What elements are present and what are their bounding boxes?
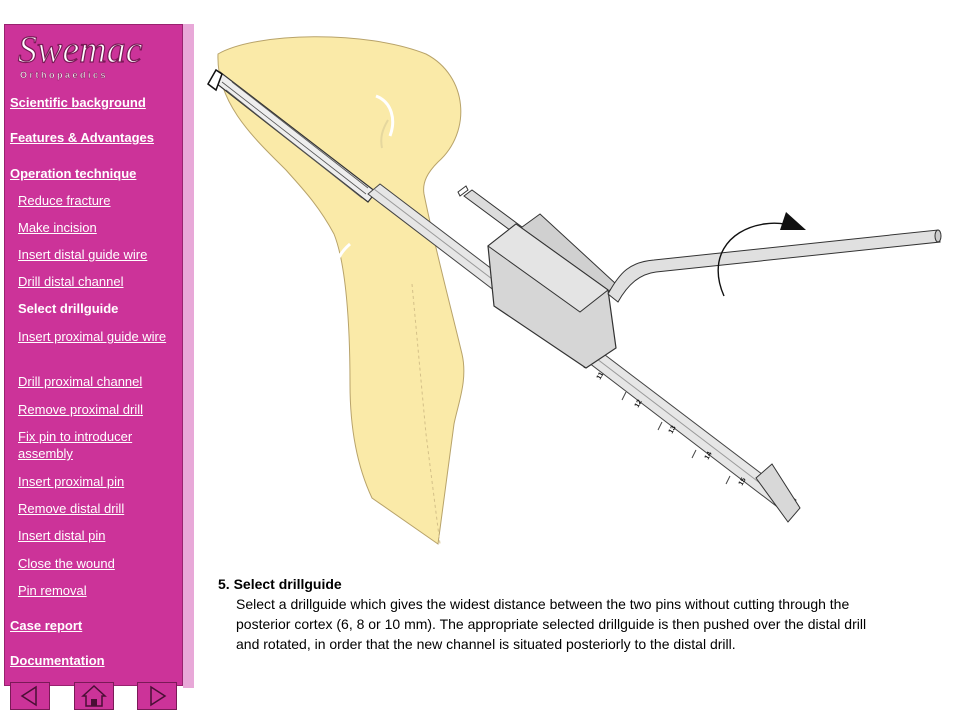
nav-step-make-incision[interactable]: Make incision — [18, 220, 97, 235]
nav-step-reduce-fracture[interactable]: Reduce fracture — [18, 193, 111, 208]
next-arrow-icon — [138, 683, 176, 709]
nav-step-remove-distal-drill[interactable]: Remove distal drill — [18, 501, 125, 516]
nav-step-insert-distal-pin[interactable]: Insert distal pin — [18, 528, 106, 543]
nav-step-insert-proximal-pin[interactable]: Insert proximal pin — [18, 474, 125, 489]
nav-documentation[interactable]: Documentation — [10, 653, 105, 668]
next-page-button[interactable] — [137, 682, 177, 710]
svg-text:O r t h o p a e d i c s: O r t h o p a e d i c s — [20, 70, 106, 80]
nav-step-close-the-wound[interactable]: Close the wound — [18, 556, 115, 571]
scale-mark-13: 13 — [667, 424, 678, 435]
nav-features-advantages[interactable]: Features & Advantages — [10, 130, 155, 145]
nav-scientific-background[interactable]: Scientific background — [10, 95, 146, 110]
nav-step-select-drillguide-current: Select drillguide — [18, 301, 119, 316]
prev-arrow-icon — [11, 683, 49, 709]
nav-step-insert-proximal-guide-wire[interactable]: Insert proximal guide wire — [18, 329, 167, 344]
nav-step-drill-distal-channel[interactable]: Drill distal channel — [18, 274, 124, 289]
drillguide-handle — [608, 230, 941, 302]
scale-mark-12: 12 — [633, 398, 644, 409]
scale-mark-11: 11 — [595, 371, 606, 381]
nav-step-remove-proximal-drill[interactable]: Remove proximal drill — [18, 402, 143, 417]
nav-step-drill-proximal-channel[interactable]: Drill proximal channel — [18, 374, 143, 389]
svg-text:Swemac: Swemac — [18, 30, 143, 71]
scale-mark-14: 14 — [703, 450, 714, 461]
home-icon — [75, 683, 113, 709]
home-button[interactable] — [74, 682, 114, 710]
depth-scale — [584, 360, 748, 487]
nav-case-report[interactable]: Case report — [10, 618, 83, 633]
step-caption — [218, 574, 868, 654]
nav-operation-technique[interactable]: Operation technique — [10, 166, 137, 181]
caption-body: Select a drillguide which gives the widest distance between the two pins without cutting through the posterior cortex (6, 8 or 10 mm). The appropriate selected drillguide is then pushed over the distal drill and rotated, in order that the new channel is situated posteriorly to the distal drill. — [236, 596, 867, 652]
nav-step-fix-pin-to-introducer[interactable]: Fix pin to introducer assembly — [18, 429, 133, 461]
sidebar-shadow — [183, 24, 194, 688]
nav-step-insert-distal-guide-wire[interactable]: Insert distal guide wire — [18, 247, 148, 262]
femur-drillguide-illustration — [196, 24, 960, 572]
previous-page-button[interactable] — [10, 682, 50, 710]
caption-title: 5. Select drillguide — [218, 576, 342, 592]
nav-step-pin-removal[interactable]: Pin removal — [18, 583, 87, 598]
swemac-logo — [14, 30, 178, 84]
scale-mark-15: 15 — [737, 476, 748, 487]
